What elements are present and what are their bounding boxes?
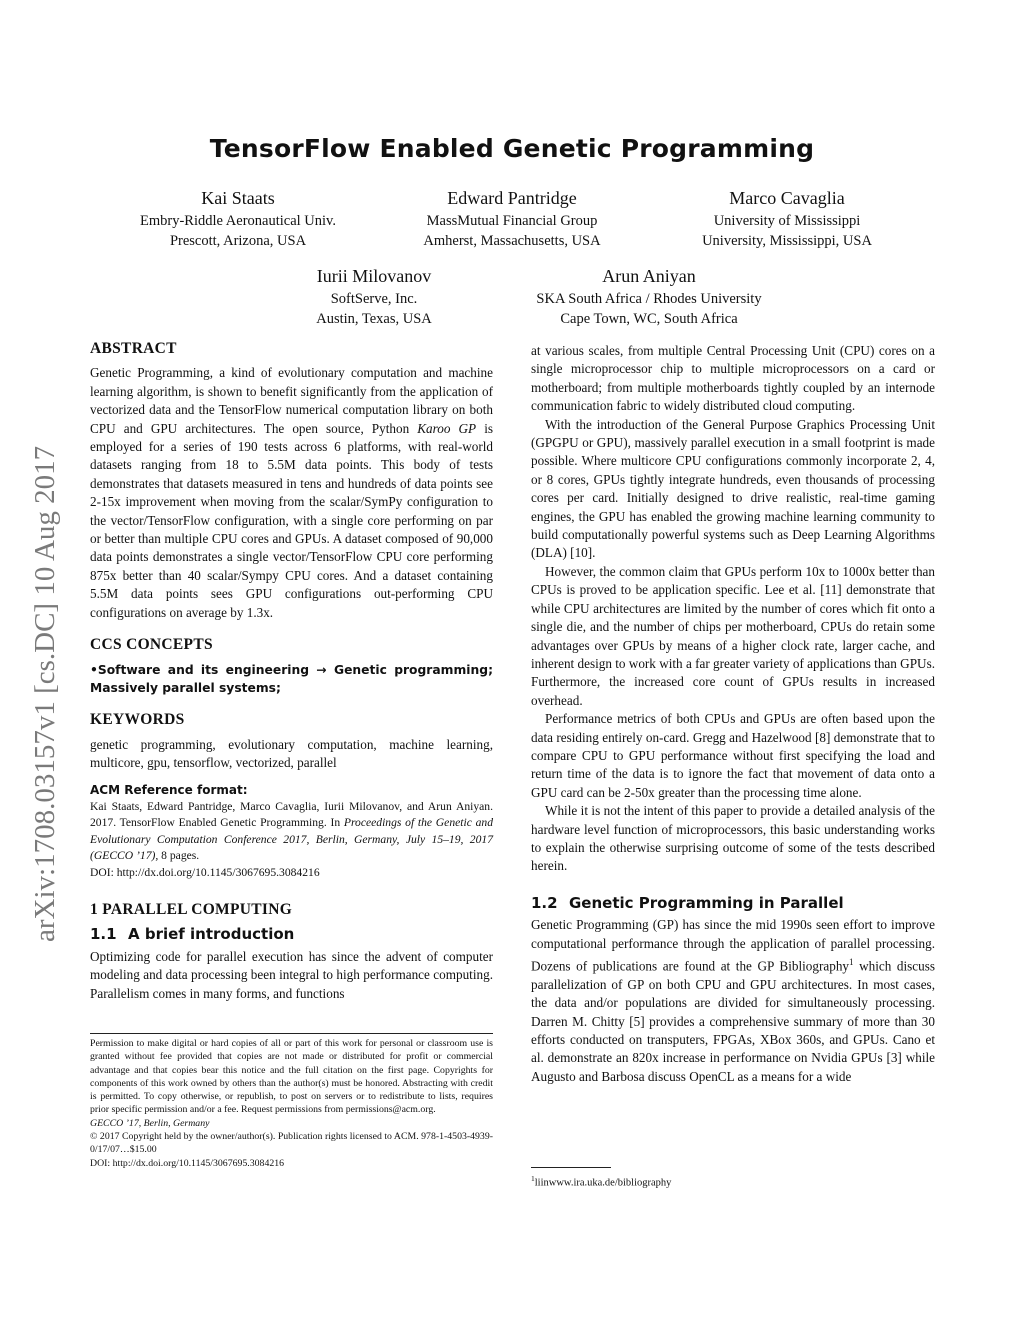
acm-ref-doi: DOI: http://dx.doi.org/10.1145/3067695.3084216 — [90, 865, 320, 879]
author-affiliation: Embry-Riddle Aeronautical Univ. — [140, 213, 336, 229]
keywords-text: genetic programming, evolutionary computation, machine learning, multicore, gpu, tensorflow, vectorized, parallel — [90, 736, 493, 771]
abstract-text: Genetic Programming, a kind of evolutionary computation and machine learning algorithm, is shown to benefit significantly from the application of vectorized data and the TensorFlow numerical computation library on both CPU and GPU architectures. The open source, Python Karoo GP is employed for a series of 190 tests across 6 platforms, with real-world datasets ranging from 18 to 5.5M data points. This body of tests demonstrates that datasets measured in tens and hundreds of data points see 2-15x improvement when moving from the scalar/SymPy configuration to the vector/TensorFlow configuration, with a single core performing on par or better than multiple CPU cores and GPUs. A dataset composed of 90,000 data points demonstrates a single vector/TensorFlow CPU core performing 875x better than 40 scalar/Sympy CPU cores. And a dataset containing 5.5M data points sees GPU configurations out-performing CPU configurations on average by 1.3x. — [90, 365, 493, 620]
footnote-link[interactable]: liinwww.ira.uka.de/bibliography — [534, 1177, 672, 1189]
author-block — [667, 185, 907, 251]
arxiv-stamp: arXiv:1708.03157v1 [cs.DC] 10 Aug 2017 — [29, 445, 61, 942]
footnote: $^1$liinwww.ira.uka.de/bibliography — [531, 1174, 672, 1189]
acm-ref-text: Kai Staats, Edward Pantridge, Marco Cavaglia, Iurii Milovanov, and Arun Aniyan. 2017. TensorFlow Enabled Genetic Programming. In Proceedings of the Genetic and Evolutionary Computation Conference 2017, Berlin, Germany, July 15–19, 2017 (GECCO ’17), 8 pages. — [90, 799, 493, 863]
author-location: Prescott, Arizona, USA — [169, 233, 307, 249]
abstract-heading: ABSTRACT — [90, 340, 177, 357]
author-affiliation: SoftServe, Inc. — [330, 291, 418, 307]
author-affiliation: University of Mississippi — [713, 213, 861, 229]
author-name: Marco Cavaglia — [729, 188, 845, 208]
section-heading: 1 PARALLEL COMPUTING — [90, 900, 293, 918]
paragraph: at various scales, from multiple Central Processing Unit (CPU) cores on a single microprocessor chip to multiple microprocessors on a card or motherboard; from multiple motherboards tightly coupled by an internode communication fabric to widely distributed cloud computing. — [531, 343, 935, 414]
keywords-heading: KEYWORDS — [90, 711, 185, 729]
author-affiliation: SKA South Africa / Rhodes University — [536, 291, 762, 307]
footer-rule — [90, 1033, 493, 1034]
right-column — [531, 342, 935, 1086]
left-column — [90, 340, 493, 1003]
author-name: Kai Staats — [201, 188, 275, 208]
author-name: Arun Aniyan — [602, 266, 696, 286]
permission-doi: DOI: http://dx.doi.org/10.1145/3067695.3084216 — [90, 1157, 285, 1169]
ccs-text: •Software and its engineering → Genetic programming; Massively parallel systems; — [90, 662, 493, 695]
author-location: University, Mississippi, USA — [702, 233, 872, 249]
permission-copyright: © 2017 Copyright held by the owner/author(s). Publication rights licensed to ACM. 978-1-4503-4939-0/17/07…$15.00 — [90, 1131, 493, 1156]
subsection-heading: 1.1 A brief introduction — [90, 925, 295, 944]
gp-parallel-text: Genetic Programming (GP) has since the mid 1990s seen effort to improve computational performance through the application of parallel processing. Dozens of publications are found at the GP Bibliography$^1$ which discuss parallelization of GP on both CPU and GPU architectures. In most cases, the data and/or populations are divided for simultaneously processing. Darren M. Chitty [5] provides a comprehensive summary of more than 30 efforts conducted on transputers, FPGAs, XBox 360s, and GPUs. Cano et al. demonstrate an 820x increase in performance on Nvidia GPUs [3] while Augusto and Barbosa discuss OpenCL as a means for a wide — [531, 917, 935, 1084]
paragraph: However, the common claim that GPUs perform 10x to 1000x better than CPUs is proved to be application specific. Lee et al. [11] demonstrate that while CPU architectures are limited by the number of cores which fit onto a single die, and the number of chips per motherboard, CPUs do retain some advantages over GPUs by means of a higher clock rate, larger cache, and inherent design to work with a far greater variety of applications than GPUs. Furthermore, the increased core count of GPUs results in increased overhead. — [531, 563, 935, 708]
ccs-heading: CCS CONCEPTS — [90, 636, 213, 654]
author-location: Austin, Texas, USA — [316, 311, 432, 327]
footnote-rule — [531, 1167, 611, 1168]
acm-ref-heading: ACM Reference format: — [90, 782, 248, 797]
permission-block — [90, 1037, 493, 1170]
paragraph: With the introduction of the General Purpose Graphics Processing Unit (GPGPU or GPU), massively parallel execution in a small footprint is made possible. Where multicore CPU configurations commonly incorporate 2, 4, or 8 cores, GPUs tightly integrate hundreds, even thousands of processing cores per card. Initially designed to drive realistic, real-time gaming engines, the GPU has enabled the growing machine learning community to build computationally powerful systems such as Deep Learning Algorithms (DLA) [10]. — [531, 416, 935, 561]
paragraph: While it is not the intent of this paper to provide a detailed analysis of the hardware level function of microprocessors, this basic understanding works to explain the otherwise surprising outcome of some of the tests described herein. — [531, 803, 935, 874]
paragraph: Performance metrics of both CPUs and GPUs are often based upon the data residing entirely on-card. Gregg and Hazelwood [8] demonstrate that to compare CPU to GPU performance without first specifying the load and return time of the data is to ignore the fact that movement of data onto a GPU card can be 2-50x greater than the processing time alone. — [531, 711, 935, 800]
paper-title: TensorFlow Enabled Genetic Programming — [209, 134, 815, 163]
subsection-heading: 1.2 Genetic Programming in Parallel — [531, 893, 844, 912]
author-affiliation: MassMutual Financial Group — [426, 213, 598, 229]
author-name: Edward Pantridge — [447, 188, 577, 208]
author-block — [254, 263, 494, 329]
author-block — [509, 263, 789, 329]
author-location: Amherst, Massachusetts, USA — [423, 233, 601, 249]
author-name: Iurii Milovanov — [316, 266, 432, 286]
intro-text: Optimizing code for parallel execution has since the advent of computer modeling and data processing been integral to high performance computing. Parallelism comes in many forms, and functions — [90, 948, 493, 1001]
author-location: Cape Town, WC, South Africa — [560, 311, 738, 327]
permission-text: Permission to make digital or hard copies of all or part of this work for personal or classroom use is granted without fee provided that copies are not made or distributed for profit or commercial advantage and that copies bear this notice and the full citation on the first page. Copyrights for components of this work owned by others than the author(s) must be honored. Abstracting with credit is permitted. To copy otherwise, or republish, to post on servers or to redistribute to lists, requires prior specific permission and/or a fee. Request permissions from permissions@acm.org. — [90, 1038, 493, 1116]
permission-venue: GECCO ’17, Berlin, Germany — [90, 1117, 210, 1129]
author-block — [118, 185, 358, 251]
author-block — [392, 185, 632, 251]
